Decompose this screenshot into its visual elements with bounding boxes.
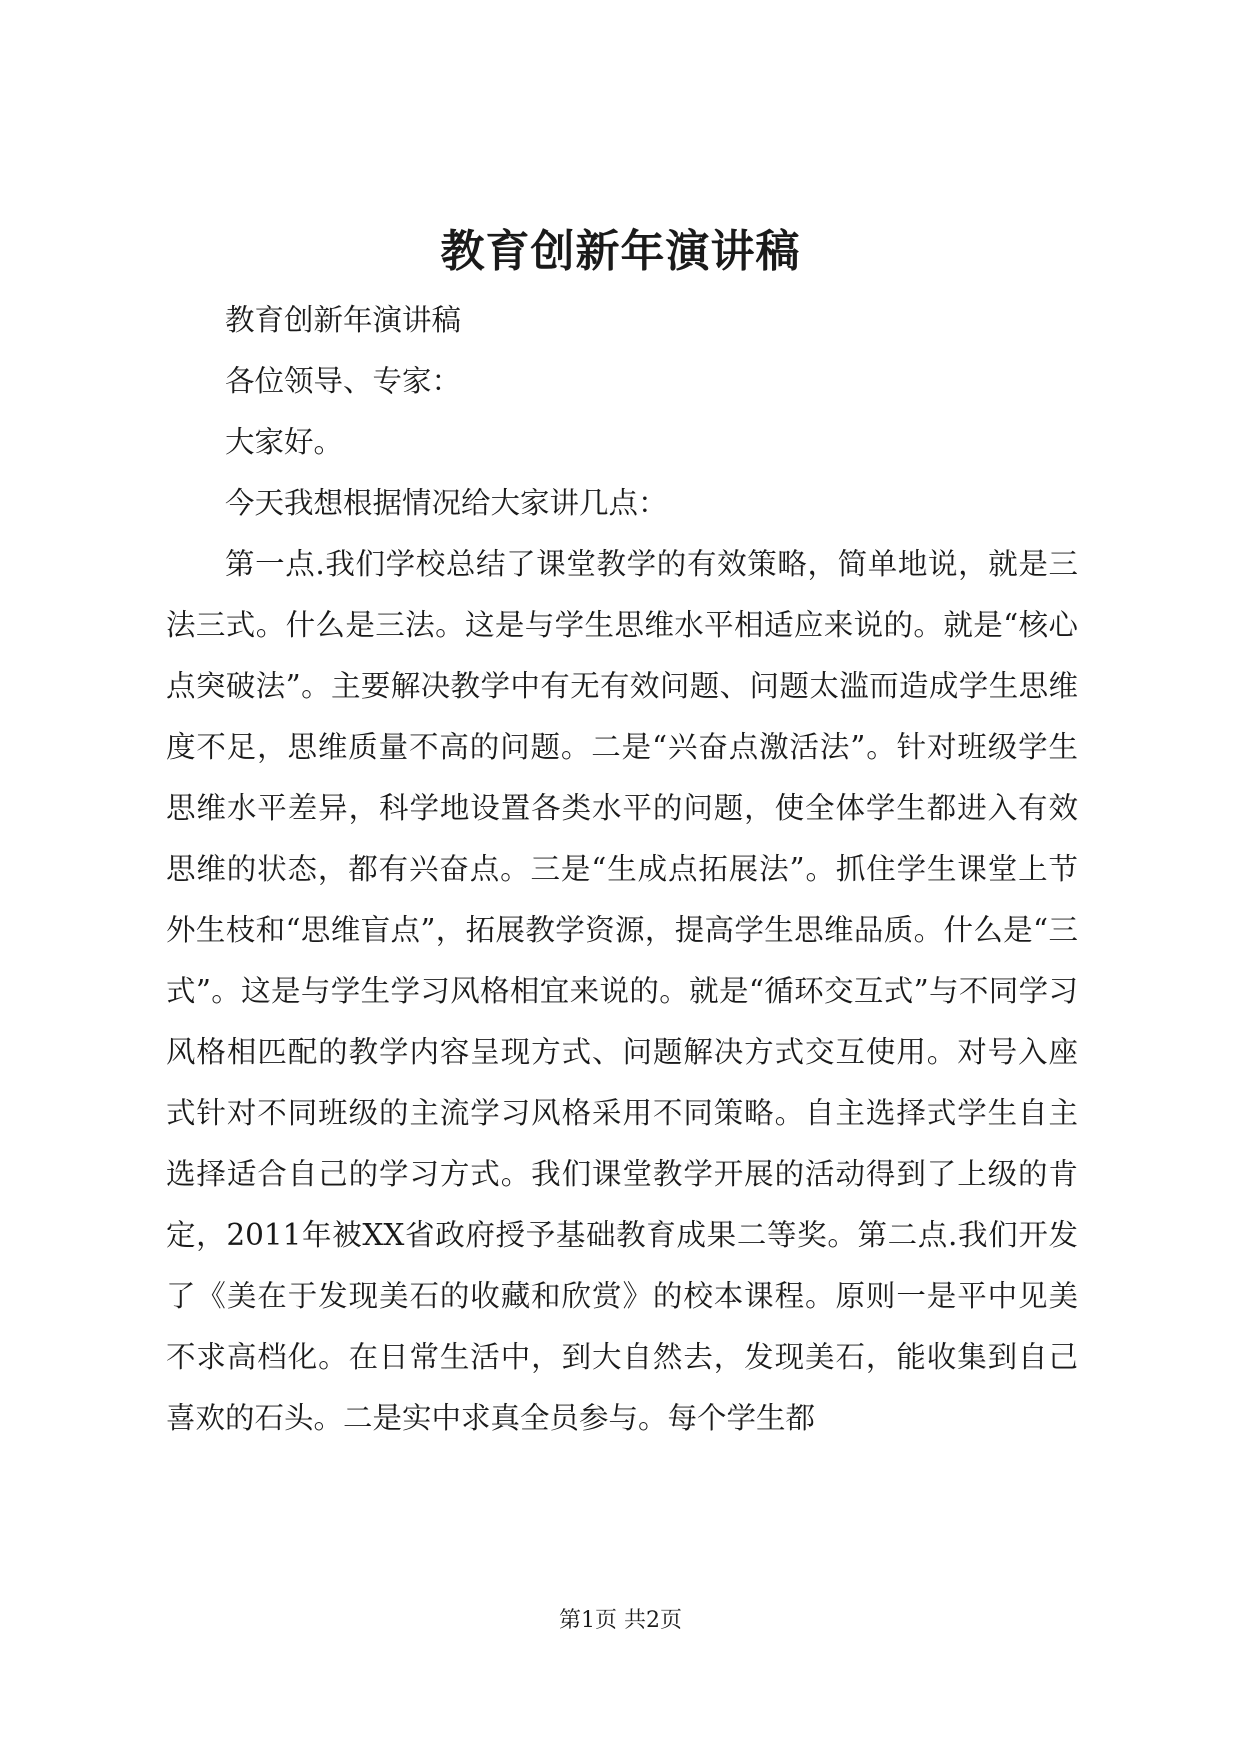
- paragraph-main: 第一点.我们学校总结了课堂教学的有效策略，简单地说，就是三法三式。什么是三法。这是与学生思维水平相适应来说的。就是“核心点突破法”。主要解决教学中有无有效问题、问题太滥而造成学生思维度不足，思维质量不高的问题。二是“兴奋点激活法”。针对班级学生思维水平差异，科学地设置各类水平的问题，使全体学生都进入有效思维的状态，都有兴奋点。三是“生成点拓展法”。抓住学生课堂上节外生枝和“思维盲点”，拓展教学资源，提高学生思维品质。什么是“三式”。这是与学生学习风格相宜来说的。就是“循环交互式”与不同学习风格相匹配的教学内容呈现方式、问题解决方式交互使用。对号入座式针对不同班级的主流学习风格采用不同策略。自主选择式学生自主选择适合自己的学习方式。我们课堂教学开展的活动得到了上级的肯定，2011年被XX省政府授予基础教育成果二等奖。第二点.我们开发了《美在于发现美石的收藏和欣赏》的校本课程。原则一是平中见美不求高档化。在日常生活中，到大自然去，发现美石，能收集到自己喜欢的石头。二是实中求真全员参与。每个学生都: [166, 547, 1078, 1435]
- document-body: [166, 290, 1078, 1449]
- paragraph-salutation: 各位领导、专家：: [225, 364, 462, 398]
- paragraph-intro: 今天我想根据情况给大家讲几点：: [225, 486, 668, 520]
- page-footer: [0, 1606, 1241, 1636]
- page-number: 第1页 共2页: [559, 1608, 682, 1633]
- paragraph-greeting: 大家好。: [225, 425, 344, 459]
- document-title: 教育创新年演讲稿: [440, 226, 801, 277]
- paragraph-heading: 教育创新年演讲稿: [225, 303, 462, 337]
